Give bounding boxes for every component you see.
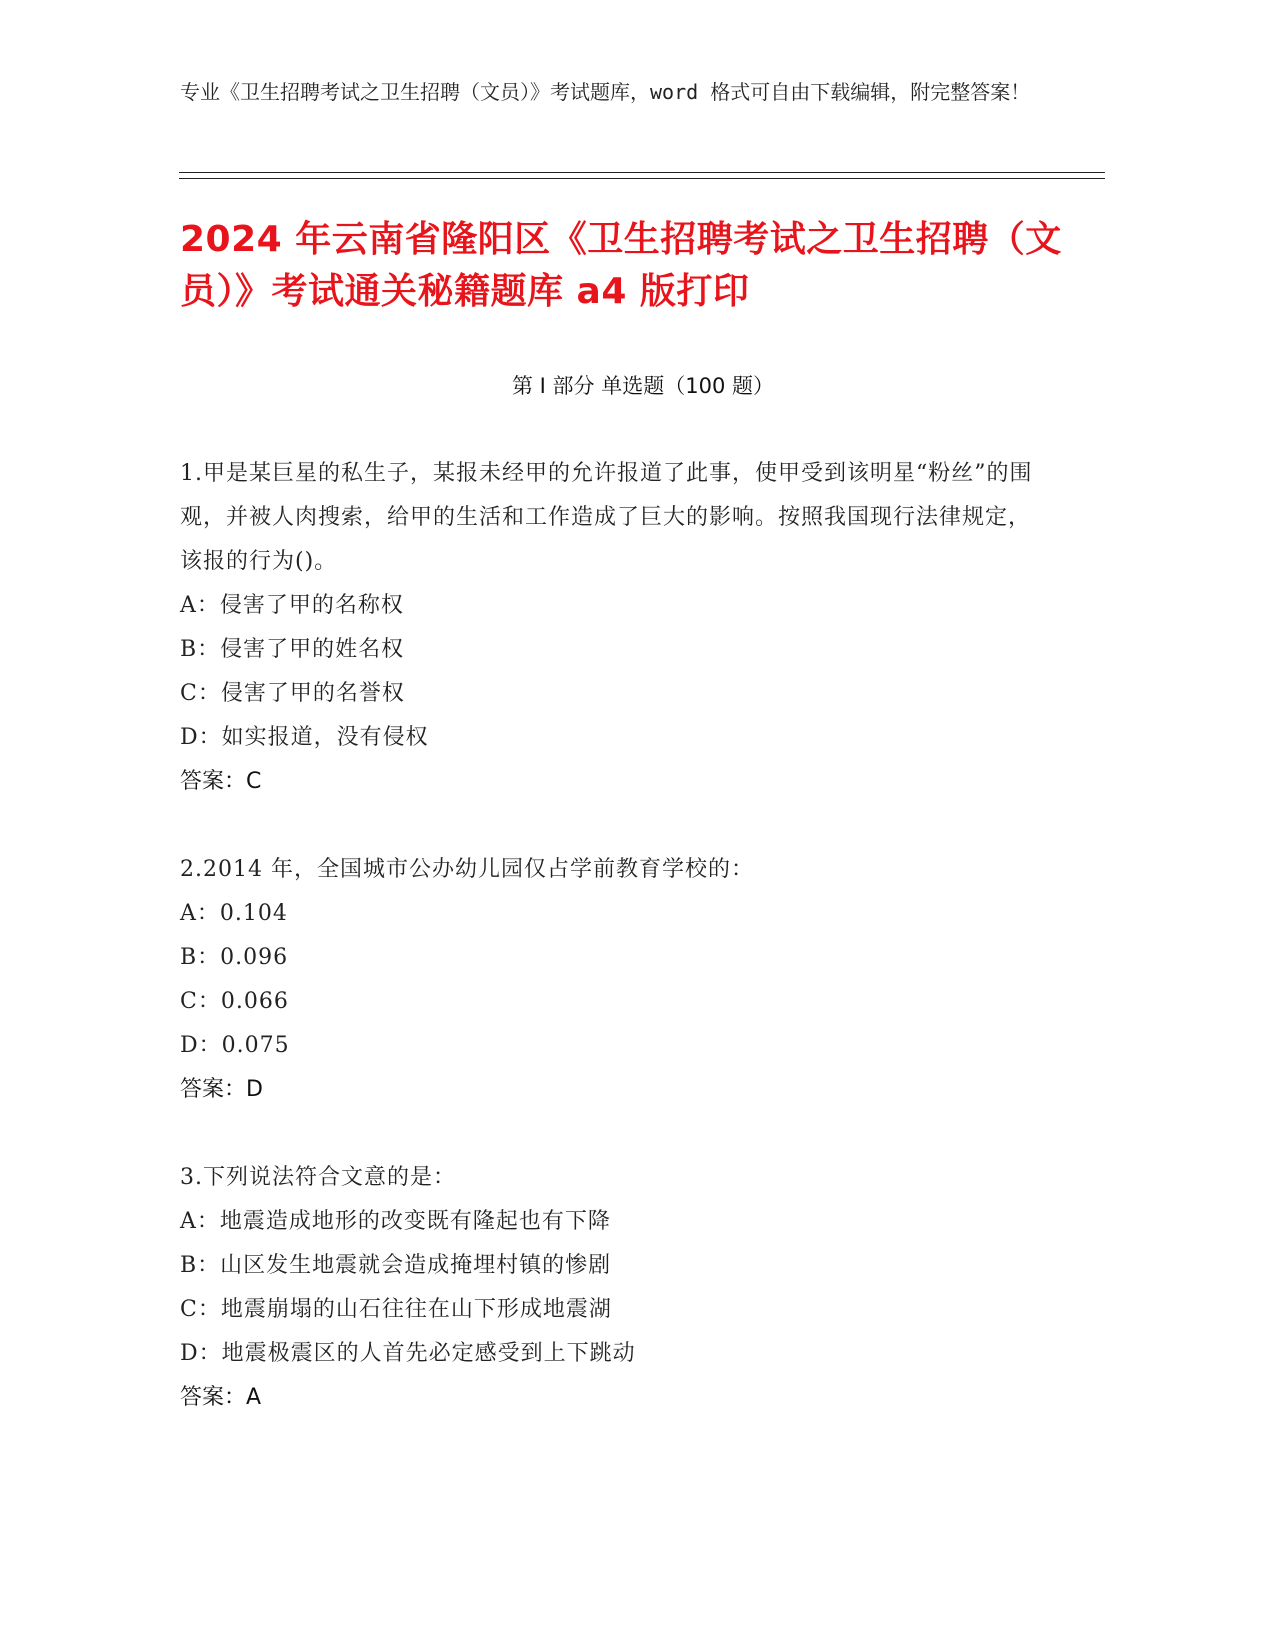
question-item [180,452,1040,804]
option-d: D：0.075 [180,1033,290,1058]
option-a: A：侵害了甲的名称权 [180,593,404,618]
document-header-note: 专业《卫生招聘考试之卫生招聘（文员）》考试题库，word 格式可自由下载编辑，附完整答案！ [180,80,1031,104]
option-b: B：0.096 [180,945,289,970]
option-b: B：山区发生地震就会造成掩埋村镇的惨剧 [180,1253,612,1278]
header-divider-top [179,172,1105,173]
answer-line: 答案：D [180,1077,263,1102]
question-stem: 3.下列说法符合文意的是： [180,1165,456,1190]
option-a: A：地震造成地形的改变既有隆起也有下降 [180,1209,611,1234]
option-d: D：如实报道，没有侵权 [180,725,429,750]
answer-line: 答案：C [180,769,262,794]
option-c: C：侵害了甲的名誉权 [180,681,405,706]
question-list [180,452,1040,1464]
question-stem: 2.2014 年，全国城市公办幼儿园仅占学前教育学校的： [180,857,754,882]
section-heading: 第 I 部分 单选题（100 题） [512,374,774,398]
option-b: B：侵害了甲的姓名权 [180,637,405,662]
header-divider-bottom [179,178,1105,179]
option-c: C：0.066 [180,989,289,1014]
document-title: 2024 年云南省隆阳区《卫生招聘考试之卫生招聘（文员）》考试通关秘籍题库 a4 版打印 [180,219,1062,312]
question-stem: 1.甲是某巨星的私生子，某报未经甲的允许报道了此事，使甲受到该明星“粉丝”的围观，并被人肉搜索，给甲的生活和工作造成了巨大的影响。按照我国现行法律规定，该报的行为()。 [180,461,1033,574]
option-d: D：地震极震区的人首先必定感受到上下跳动 [180,1341,636,1366]
option-a: A：0.104 [180,901,288,926]
answer-line: 答案：A [180,1385,262,1410]
question-item [180,848,1040,1112]
question-item [180,1156,1040,1420]
option-c: C：地震崩塌的山石往往在山下形成地震湖 [180,1297,612,1322]
